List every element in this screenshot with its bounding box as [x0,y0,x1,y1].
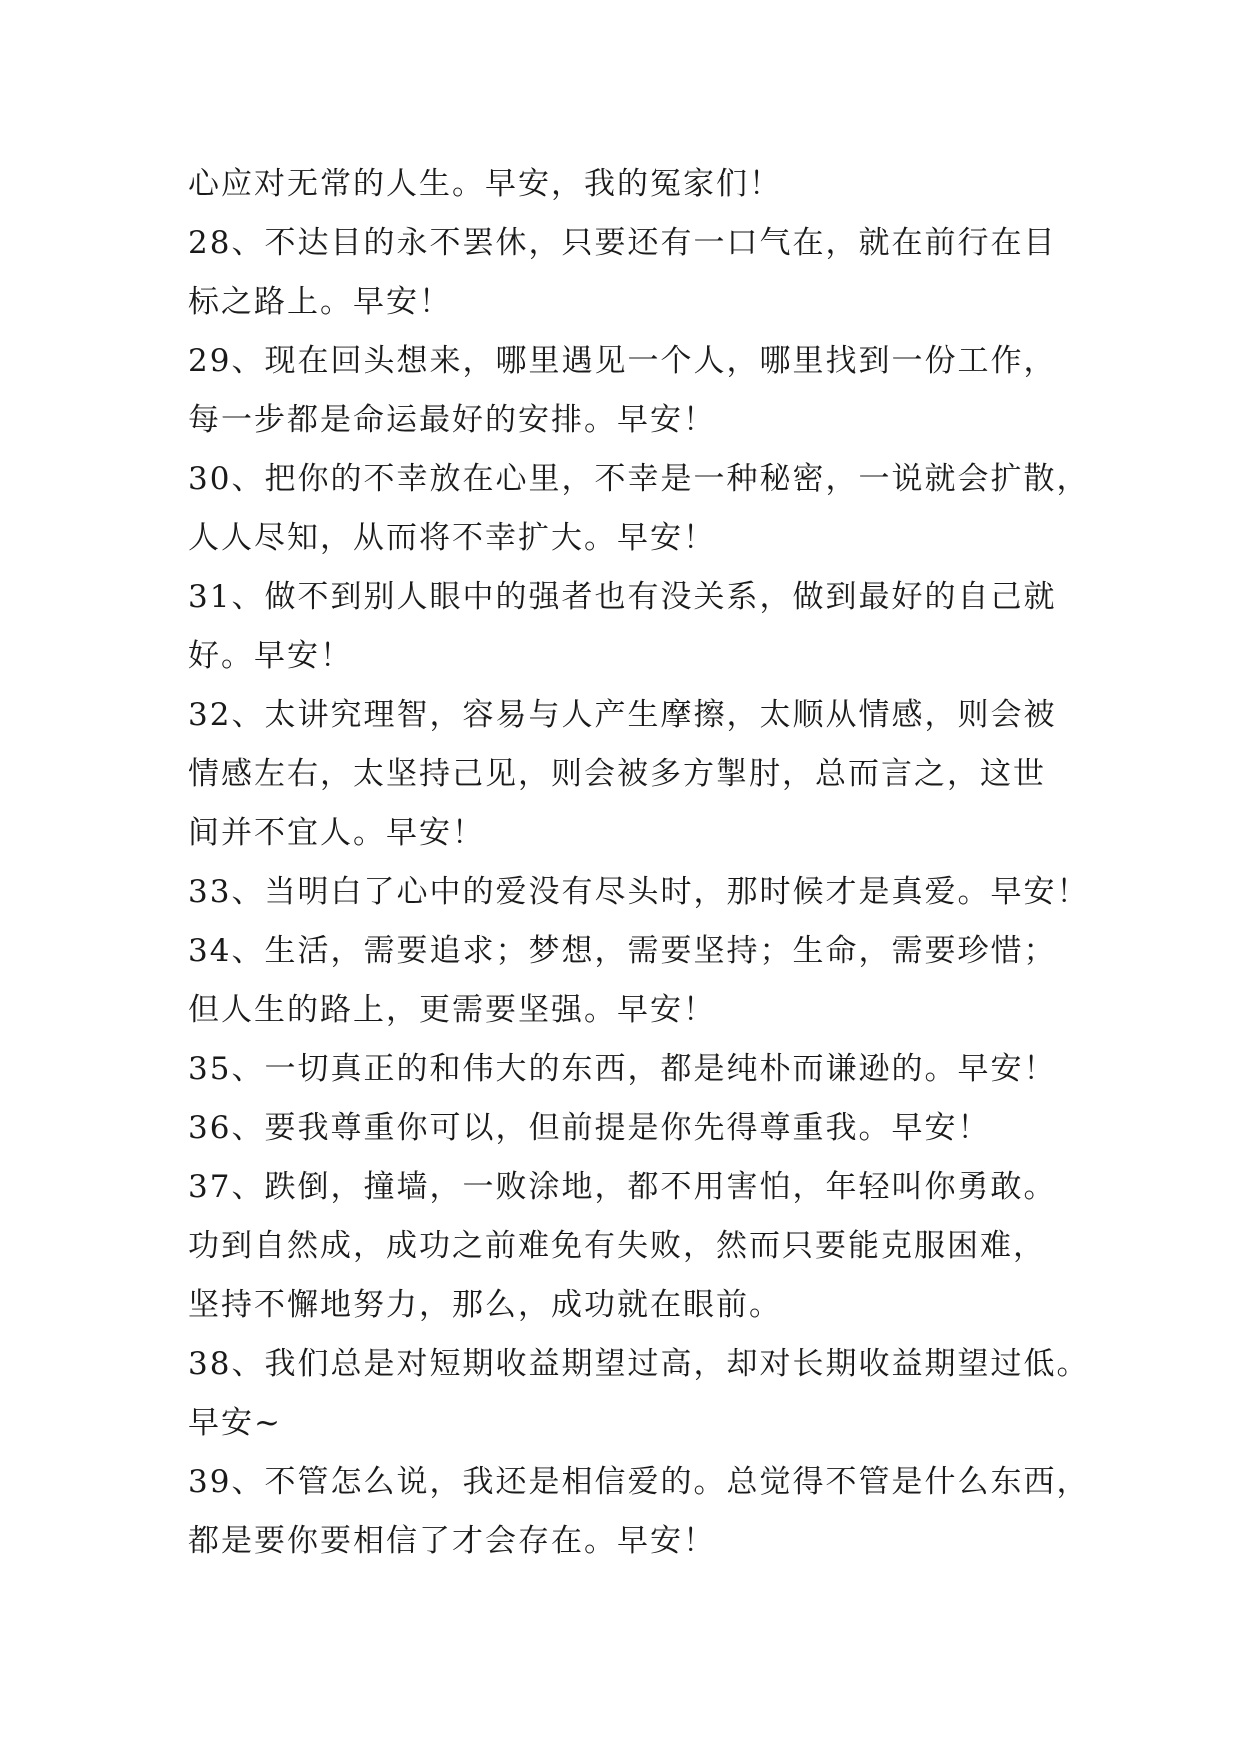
paragraph-34 [188,922,1068,1040]
text-line: 但人生的路上，更需要坚强。早安！ [188,992,716,1028]
paragraph-29 [188,332,1068,450]
paragraph-27-continuation [188,155,1068,214]
text-line: 32、太讲究理智，容易与人产生摩擦，太顺从情感，则会被 [188,697,1057,733]
document-body [188,155,1090,1571]
paragraph-30 [188,450,1090,568]
text-line: 间并不宜人。早安！ [188,815,485,851]
paragraph-35 [188,1040,1068,1099]
paragraph-28 [188,214,1068,332]
text-line: 29、现在回头想来，哪里遇见一个人，哪里找到一份工作， [188,343,1057,379]
text-line: 28、不达目的永不罢休，只要还有一口气在，就在前行在目 [188,225,1057,261]
paragraph-33 [188,863,1090,922]
text-line: 35、一切真正的和伟大的东西，都是纯朴而谦逊的。早安！ [188,1051,1057,1087]
paragraph-32 [188,686,1068,863]
text-line: 好。早安！ [188,638,353,674]
paragraph-36 [188,1099,1068,1158]
text-line: 37、跌倒，撞墙，一败涂地，都不用害怕，年轻叫你勇敢。 [188,1169,1057,1205]
text-line: 功到自然成，成功之前难免有失败，然而只要能克服困难， [188,1228,1046,1264]
text-line: 39、不管怎么说，我还是相信爱的。总觉得不管是什么东西， [188,1464,1090,1500]
paragraph-38 [188,1335,1090,1453]
text-line: 每一步都是命运最好的安排。早安！ [188,402,716,438]
text-line: 都是要你要相信了才会存在。早安！ [188,1523,716,1559]
text-line: 人人尽知，从而将不幸扩大。早安！ [188,520,716,556]
text-line: 30、把你的不幸放在心里，不幸是一种秘密，一说就会扩散， [188,461,1090,497]
paragraph-39 [188,1453,1090,1571]
text-line: 31、做不到别人眼中的强者也有没关系，做到最好的自己就 [188,579,1057,615]
text-line: 标之路上。早安！ [188,284,452,320]
text-line: 36、要我尊重你可以，但前提是你先得尊重我。早安！ [188,1110,991,1146]
text-line: 38、我们总是对短期收益期望过高，却对长期收益期望过低。 [188,1346,1090,1382]
paragraph-31 [188,568,1068,686]
text-line: 早安~ [188,1405,282,1441]
text-line: 心应对无常的人生。早安，我的冤家们！ [188,166,782,202]
text-line: 情感左右，太坚持己见，则会被多方掣肘，总而言之，这世 [188,756,1046,792]
text-line: 33、当明白了心中的爱没有尽头时，那时候才是真爱。早安！ [188,874,1090,910]
paragraph-37 [188,1158,1068,1335]
text-line: 34、生活，需要追求；梦想，需要坚持；生命，需要珍惜； [188,933,1057,969]
text-line: 坚持不懈地努力，那么，成功就在眼前。 [188,1287,782,1323]
